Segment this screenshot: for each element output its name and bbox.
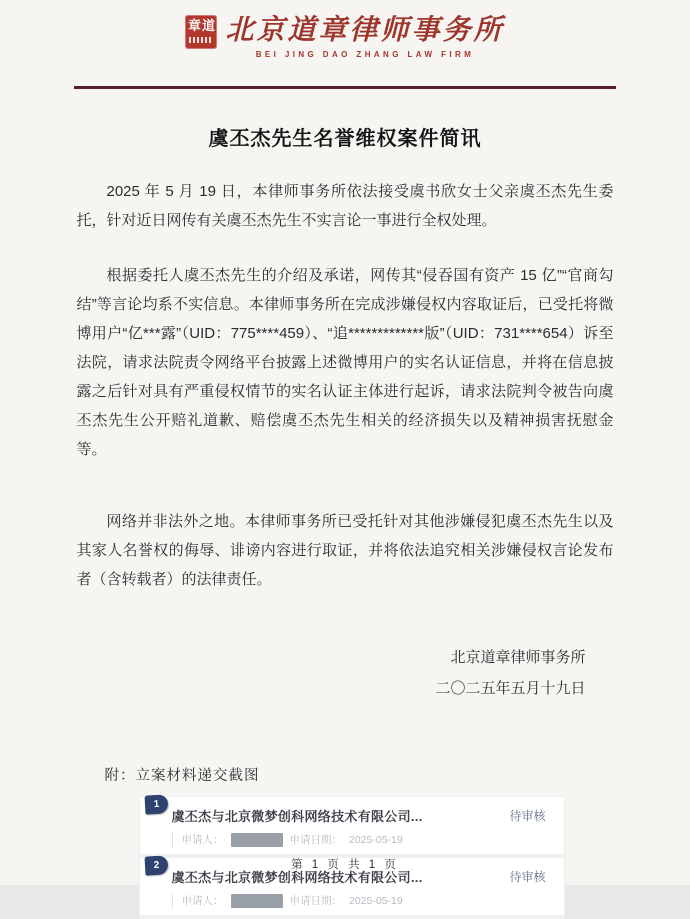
apply-date-value: 2025-05-19 [349, 894, 403, 907]
document-body [77, 177, 614, 919]
row-number-badge: 2 [144, 856, 168, 876]
firm-seal-icon [185, 15, 217, 49]
firm-brand [0, 0, 690, 59]
letterhead [0, 0, 690, 89]
signature-date: 二〇二五年五月十九日 [435, 680, 586, 698]
apply-date-label: 申请日期： [289, 834, 342, 847]
status-badge: 待审核 [509, 809, 546, 824]
signature-firm: 北京道章律师事务所 [450, 649, 586, 667]
apply-date-value: 2025-05-19 [349, 833, 403, 846]
case-title: 虞丕杰与北京微梦创科网络技术有限公司... [171, 809, 423, 825]
seal-char-left: 章 [187, 18, 201, 33]
filing-row [140, 797, 564, 854]
paragraph-1: 2025 年 5 月 19 日，本律师事务所依法接受虞书欣女士父亲虞丕杰先生委托，针对近日网传有关虞丕杰先生不实言论一事进行全权处理。 [76, 183, 614, 230]
document-title: 虞丕杰先生名誉维权案件简讯 [208, 128, 482, 151]
redacted-applicant-name [231, 894, 283, 908]
applicant-label: 申请人： [181, 834, 224, 847]
case-title: 虞丕杰与北京微梦创科网络技术有限公司... [171, 870, 423, 886]
firm-name-english: BEI JING DAO ZHANG LAW FIRM [255, 50, 475, 60]
signature-block [77, 642, 614, 704]
row-number-badge: 1 [144, 795, 168, 815]
apply-date-label: 申请日期： [289, 895, 342, 908]
applicant-label: 申请人： [181, 895, 224, 908]
seal-char-right: 道 [201, 18, 215, 33]
firm-name-chinese: 北京道章律师事务所 [225, 15, 505, 46]
paragraph-2: 根据委托人虞丕杰先生的介绍及承诺，网传其“侵吞国有资产 15 亿”“官商勾结”等言论均系不实信息。本律师事务所在完成涉嫌侵权内容取证后，已受托将微博用户“亿***露”（UID：775****459）、“追*************版”（UID：731****654）诉至法院，请求法院责令网络平台披露上述微博用户的实名认证信息，并将在信息披露之后针对具有严重侵权情节的实名认证主体进行起诉，请求法院判令被告向虞丕杰先生公开赔礼道歉、赔偿虞丕杰先生相关的经济损失以及精神损害抚慰金等。 [76, 267, 614, 459]
redacted-applicant-name [231, 833, 283, 847]
header-divider [74, 86, 616, 89]
attachment-label: 附：立案材料递交截图 [104, 768, 260, 785]
status-badge: 待审核 [509, 870, 546, 885]
seal-subtext-marks [189, 37, 213, 43]
paragraph-3: 网络并非法外之地。本律师事务所已受托针对其他涉嫌侵犯虞丕杰先生以及其家人名誉权的侮辱、诽谤内容进行取证，并将依法追究相关涉嫌侵权言论发布者（含转载者）的法律责任。 [76, 513, 614, 589]
page-number-footer: 第 1 页 共 1 页 [291, 859, 399, 871]
